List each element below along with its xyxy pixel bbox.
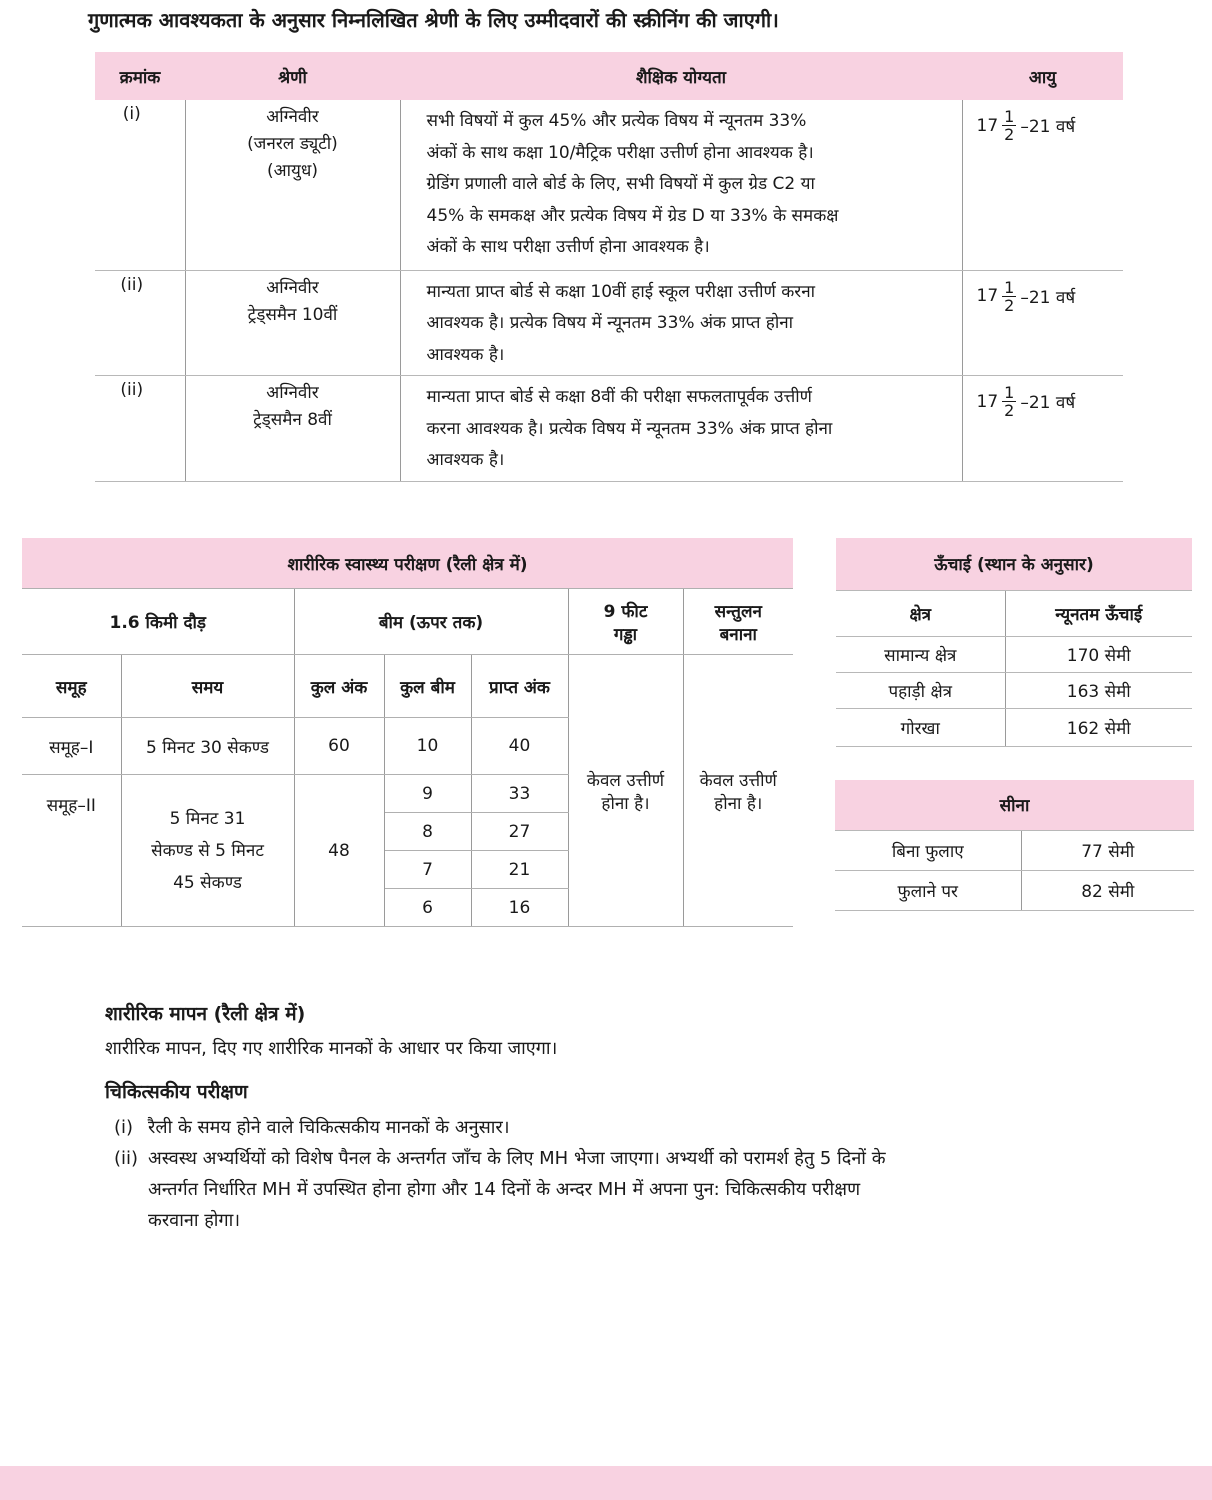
qualification-line: मान्यता प्राप्त बोर्ड से कक्षा 10वीं हाई स्कूल परीक्षा उत्तीर्ण करना	[426, 281, 816, 302]
category-line: अग्निवीर	[266, 383, 319, 403]
fitness-title-row	[22, 538, 793, 589]
group1-time: 5 मिनट 30 सेकण्ड	[121, 718, 294, 775]
beam-header: बीम (ऊपर तक)	[294, 589, 568, 655]
list-text	[148, 1143, 886, 1236]
age-fraction	[1002, 384, 1016, 419]
group2-marks: 21	[471, 851, 568, 889]
category-line: अग्निवीर	[266, 107, 319, 127]
group1-beams: 10	[384, 718, 471, 775]
qualification-cell	[400, 270, 962, 376]
chest-value: 82 सेमी	[1021, 870, 1194, 910]
age-cell	[962, 100, 1123, 270]
height-table	[836, 538, 1192, 747]
table-row	[835, 830, 1194, 870]
chest-label: फुलाने पर	[835, 870, 1021, 910]
category-line: अग्निवीर	[266, 277, 319, 298]
group2-beams: 7	[384, 851, 471, 889]
header-qualification: शैक्षिक योग्यता	[400, 52, 962, 100]
balance-note	[683, 655, 793, 927]
height-title-row	[836, 538, 1192, 590]
group1-name: समूह–I	[22, 718, 121, 775]
qualification-cell	[400, 376, 962, 482]
balance-line: बनाना	[719, 624, 757, 645]
age-cell	[962, 270, 1123, 376]
serial-cell: (i)	[95, 100, 185, 270]
height-title: ऊँचाई (स्थान के अनुसार)	[836, 538, 1192, 590]
list-item	[114, 1143, 1074, 1236]
medical-title: चिकित्सकीय परीक्षण	[105, 1081, 248, 1103]
footer-band	[0, 1466, 1212, 1500]
category-cell	[185, 270, 400, 376]
list-item	[114, 1112, 1074, 1143]
qualification-line: आवश्यक है।	[426, 450, 505, 470]
note-line: केवल उत्तीर्ण	[586, 770, 665, 791]
subheader-beams: कुल बीम	[384, 655, 471, 718]
height-cell: 163 सेमी	[1005, 672, 1192, 708]
serial-cell: (ii)	[95, 376, 185, 482]
ditch-line: 9 फीट	[603, 601, 648, 622]
age-denominator: 2	[1004, 295, 1015, 315]
time-line: 45 सेकण्ड	[173, 872, 242, 893]
note-line: केवल उत्तीर्ण	[699, 770, 777, 791]
age-numerator: 1	[1004, 383, 1015, 402]
header-serial: क्रमांक	[95, 52, 185, 100]
age-fraction	[1002, 108, 1016, 143]
group2-name: समूह–II	[22, 775, 121, 927]
age-cell	[962, 376, 1123, 482]
age-numerator: 1	[1004, 277, 1015, 297]
table-row	[95, 376, 1123, 482]
fitness-header-row	[22, 589, 793, 655]
group2-marks: 16	[471, 889, 568, 927]
list-line: करवाना होगा।	[148, 1210, 241, 1231]
qualification-line: ग्रेडिंग प्रणाली वाले बोर्ड के लिए, सभी विषयों में कुल ग्रेड C2 या	[426, 174, 815, 194]
note-line: होना है।	[601, 793, 650, 814]
group2-total: 48	[294, 775, 384, 927]
age-fraction	[1002, 279, 1016, 314]
chest-value: 77 सेमी	[1021, 830, 1194, 870]
run-header: 1.6 किमी दौड़	[22, 589, 294, 655]
subheader-total: कुल अंक	[294, 655, 384, 718]
header-category: श्रेणी	[185, 52, 400, 100]
category-cell	[185, 100, 400, 270]
note-line: होना है।	[714, 793, 763, 814]
qualification-line: 45% के समकक्ष और प्रत्येक विषय में ग्रेड D या 33% के समकक्ष	[426, 205, 839, 226]
ditch-line: गड्ढा	[613, 624, 638, 645]
ditch-header	[568, 589, 683, 655]
qualification-line: मान्यता प्राप्त बोर्ड से कक्षा 8वीं की परीक्षा सफलतापूर्वक उत्तीर्ण	[426, 387, 812, 407]
fitness-title: शारीरिक स्वास्थ्य परीक्षण (रैली क्षेत्र में)	[22, 538, 793, 589]
table-row	[836, 672, 1192, 708]
qualification-line: आवश्यक है। प्रत्येक विषय में न्यूनतम 33% अंक प्राप्त होना	[426, 313, 794, 333]
age-suffix: –21 वर्ष	[1020, 393, 1076, 413]
age-denominator: 2	[1004, 401, 1015, 420]
measurement-text: शारीरिक मापन, दिए गए शारीरिक मानकों के आधार पर किया जाएगा।	[105, 1038, 558, 1059]
age-whole: 17	[976, 115, 999, 136]
height-cell: 170 सेमी	[1005, 636, 1192, 672]
list-line: अन्तर्गत निर्धारित MH में उपस्थित होना होगा और 14 दिनों के अन्दर MH में अपना पुन: चिकित्सकीय परीक्षण	[148, 1179, 861, 1200]
chest-title: सीना	[835, 780, 1194, 830]
age-suffix: –21 वर्ष	[1020, 117, 1076, 137]
fitness-subheader-row	[22, 655, 793, 718]
region-cell: गोरखा	[836, 708, 1005, 746]
group2-beams: 8	[384, 813, 471, 851]
intro-text: गुणात्मक आवश्यकता के अनुसार निम्नलिखित श्रेणी के लिए उम्मीदवारों की स्क्रीनिंग की जाएगी।	[88, 8, 779, 32]
age-value	[977, 279, 1118, 314]
subheader-marks: प्राप्त अंक	[471, 655, 568, 718]
chest-title-row	[835, 780, 1194, 830]
time-line: 5 मिनट 31	[169, 808, 246, 829]
header-region: क्षेत्र	[836, 590, 1005, 636]
group2-marks: 33	[471, 775, 568, 813]
list-text: रैली के समय होने वाले चिकित्सकीय मानकों के अनुसार।	[148, 1117, 510, 1138]
age-value	[977, 108, 1118, 143]
qualification-line: अंकों के साथ कक्षा 10/मैट्रिक परीक्षा उत्तीर्ण होना आवश्यक है।	[426, 142, 814, 163]
age-denominator: 2	[1004, 125, 1015, 144]
group1-total: 60	[294, 718, 384, 775]
category-line: (जनरल ड्यूटी)	[247, 134, 338, 154]
group2-beams: 9	[384, 775, 471, 813]
qualification-table-header	[95, 52, 1123, 100]
qualification-table	[95, 52, 1123, 482]
ditch-note	[568, 655, 683, 927]
header-min-height: न्यूनतम ऊँचाई	[1005, 590, 1192, 636]
qualification-cell	[400, 100, 962, 270]
list-line: अस्वस्थ अभ्यर्थियों को विशेष पैनल के अन्तर्गत जाँच के लिए MH भेजा जाएगा। अभ्यर्थी को परामर्श हेतु 5 दिनों के	[148, 1148, 886, 1169]
category-cell	[185, 376, 400, 482]
category-line: (आयुध)	[267, 161, 318, 181]
chest-table	[835, 780, 1194, 911]
balance-line: सन्तुलन	[714, 601, 762, 622]
group2-beams: 6	[384, 889, 471, 927]
height-cell: 162 सेमी	[1005, 708, 1192, 746]
region-cell: पहाड़ी क्षेत्र	[836, 672, 1005, 708]
fitness-table	[22, 538, 793, 927]
balance-header	[683, 589, 793, 655]
list-marker: (i)	[114, 1117, 134, 1138]
table-row	[835, 870, 1194, 910]
group2-marks: 27	[471, 813, 568, 851]
region-cell: सामान्य क्षेत्र	[836, 636, 1005, 672]
category-line: ट्रेड्समैन 10वीं	[247, 304, 338, 325]
category-line: ट्रेड्समैन 8वीं	[253, 410, 332, 430]
age-numerator: 1	[1004, 107, 1015, 126]
chest-label: बिना फुलाए	[835, 830, 1021, 870]
list-marker: (ii)	[114, 1148, 139, 1169]
medical-list	[114, 1112, 1074, 1236]
age-value	[977, 384, 1118, 419]
measurement-title: शारीरिक मापन (रैली क्षेत्र में)	[105, 1003, 306, 1025]
qualification-line: करना आवश्यक है। प्रत्येक विषय में न्यूनतम 33% अंक प्राप्त होना	[426, 418, 833, 439]
qualification-line: सभी विषयों में कुल 45% और प्रत्येक विषय में न्यूनतम 33%	[426, 111, 807, 131]
group1-marks: 40	[471, 718, 568, 775]
age-whole: 17	[976, 391, 999, 412]
subheader-time: समय	[121, 655, 294, 718]
time-line: सेकण्ड से 5 मिनट	[151, 840, 264, 861]
qualification-line: आवश्यक है।	[426, 344, 505, 365]
serial-cell: (ii)	[95, 270, 185, 376]
header-age: आयु	[962, 52, 1123, 100]
table-row	[836, 636, 1192, 672]
height-header-row	[836, 590, 1192, 636]
group2-time	[121, 775, 294, 927]
qualification-line: अंकों के साथ परीक्षा उत्तीर्ण होना आवश्यक है।	[426, 237, 710, 257]
table-row	[95, 100, 1123, 270]
subheader-group: समूह	[22, 655, 121, 718]
age-suffix: –21 वर्ष	[1020, 287, 1076, 308]
table-row	[836, 708, 1192, 746]
age-whole: 17	[976, 286, 999, 306]
table-row	[95, 270, 1123, 376]
